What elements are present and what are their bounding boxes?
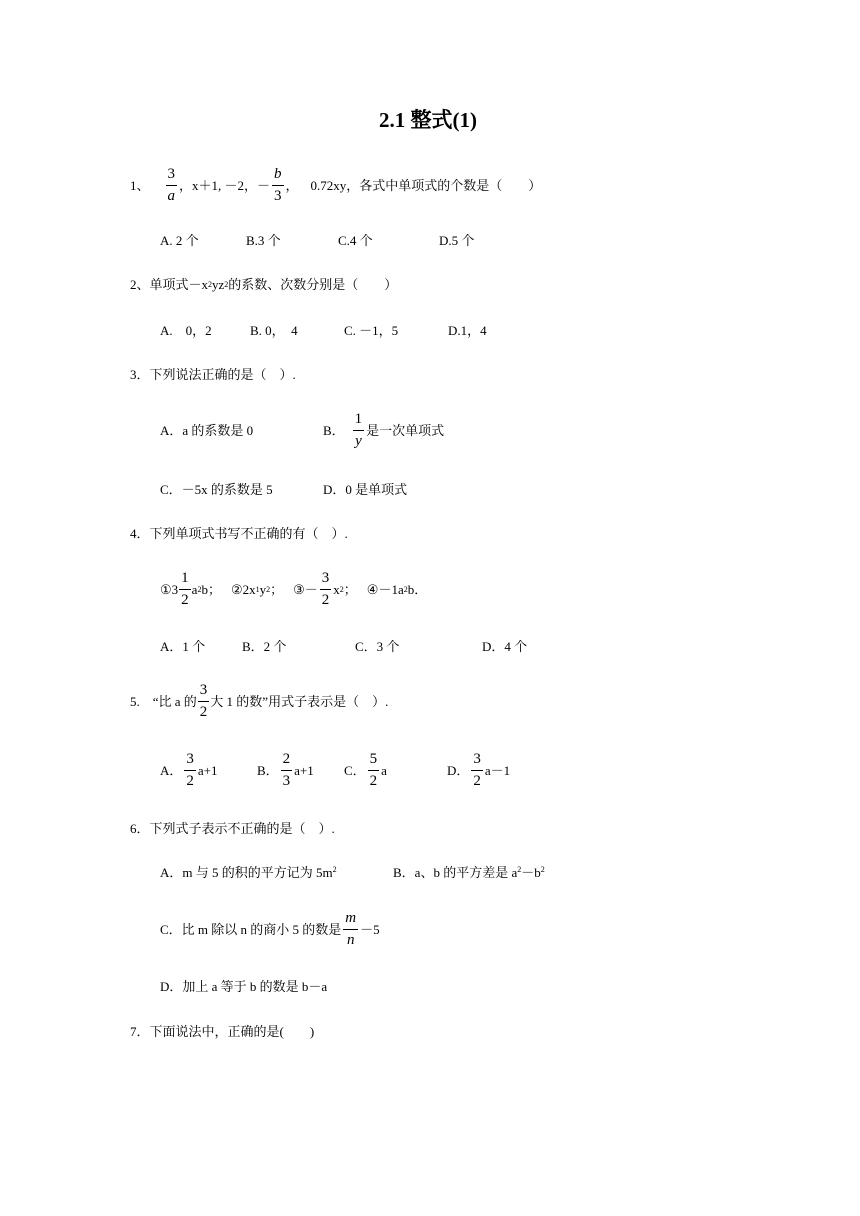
q4-option-d[interactable]: D．4 个 xyxy=(482,639,528,654)
question-5 xyxy=(130,683,388,720)
q1-option-a[interactable]: A. 2 个 xyxy=(160,233,199,248)
q1-option-d[interactable]: D.5 个 xyxy=(439,233,475,248)
question-3 xyxy=(130,368,296,381)
q5-option-c-fraction: $\frac{5}{2}$ xyxy=(369,751,378,789)
q5-option-d-label: D． xyxy=(447,763,470,778)
q3-option-a[interactable]: A．a 的系数是 0 xyxy=(160,423,254,438)
q6-option-c-suffix: －5 xyxy=(360,922,380,937)
q6-option-a[interactable] xyxy=(160,866,393,879)
q5-option-d[interactable] xyxy=(447,752,510,789)
q4-item-2-end: ； xyxy=(270,582,284,597)
question-2: 2、单项式－x 2 yz 2 的系数、次数分别是（ ） xyxy=(130,277,398,292)
q2-stem-start: 2、单项式－x xyxy=(130,277,209,292)
q6-option-d-text: D．加上 a 等于 b 的数是 b－a xyxy=(160,979,328,994)
q6-option-c[interactable] xyxy=(160,911,380,948)
q1-fraction-2: $\frac{b}{3}$ xyxy=(274,166,282,204)
q5-option-b-label: B． xyxy=(257,763,279,778)
q1-term: 0.72xy xyxy=(310,178,347,193)
q3-option-b-text: 是一次单项式 xyxy=(366,423,445,438)
q2-stem-end: 的系数、次数分别是（ ） xyxy=(228,277,398,292)
q2-option-b[interactable]: B. 0， 4 xyxy=(250,323,298,338)
q2-options xyxy=(160,324,487,337)
q4-item-3-fraction: $\frac{3}{2}$ xyxy=(321,570,330,608)
q6-option-b[interactable] xyxy=(393,866,545,879)
q1-options xyxy=(160,234,474,247)
q3-stem: 3．下列说法正确的是（ ）. xyxy=(130,367,296,382)
q4-item-1-var: a xyxy=(191,582,198,597)
question-6 xyxy=(130,822,335,835)
q2-option-d[interactable]: D.1，4 xyxy=(448,323,487,338)
q5-option-d-text: a－1 xyxy=(484,763,511,778)
q5-option-b-text: a+1 xyxy=(294,763,314,778)
q4-item-3-var: x xyxy=(333,582,340,597)
q5-option-c-text: a xyxy=(381,763,387,778)
q5-option-b-fraction: $\frac{2}{3}$ xyxy=(282,751,291,789)
q2-option-c[interactable]: C. －1，5 xyxy=(344,323,399,338)
q3-option-c[interactable]: C．－5x 的系数是 5 xyxy=(160,482,273,497)
q7-stem: 7．下面说法中，正确的是( ) xyxy=(130,1024,315,1039)
q4-options xyxy=(160,640,527,653)
q5-option-b[interactable] xyxy=(257,752,344,789)
q3-option-b[interactable] xyxy=(323,412,444,449)
q5-option-a-fraction: $\frac{3}{2}$ xyxy=(186,751,194,789)
q4-option-b[interactable]: B．2 个 xyxy=(242,639,287,654)
q4-item-1-end: b； xyxy=(201,582,221,597)
q4-item-1: ①3 xyxy=(160,582,179,597)
q6-stem: 6．下列式子表示不正确的是（ ）. xyxy=(130,821,335,836)
q2-stem-mid: yz xyxy=(212,277,225,292)
page-title: 2.1 整式(1) xyxy=(379,108,477,132)
q6-fraction: $\frac{m}{n}$ xyxy=(345,910,357,948)
q6-option-a-text: A．m 与 5 的积的平方记为 5m xyxy=(160,865,333,880)
q1-fraction-1: $\frac{3}{a}$ xyxy=(167,166,176,204)
q4-stem: 4．下列单项式书写不正确的有（ ）. xyxy=(130,526,348,541)
q1-option-c[interactable]: C.4 个 xyxy=(338,233,373,248)
q5-stem-end: 大 1 的数”用式子表示是（ ）. xyxy=(210,694,389,709)
q5-option-c-label: C． xyxy=(344,763,366,778)
q6-options-ab xyxy=(160,866,545,879)
q5-option-c[interactable] xyxy=(344,752,447,789)
q5-option-a[interactable] xyxy=(160,752,257,789)
q3-option-d[interactable]: D．0 是单项式 xyxy=(323,482,408,497)
question-1 xyxy=(130,167,541,204)
question-4 xyxy=(130,527,348,540)
q2-option-a[interactable]: A. 0，2 xyxy=(160,323,212,338)
q1-terms: ，x＋1, －2，－ xyxy=(179,178,271,193)
q4-item-2-var: y xyxy=(259,582,267,597)
q4-item-3: ③－ xyxy=(293,582,318,597)
q4-item-3-end: ； xyxy=(343,582,357,597)
q3-options-cd xyxy=(160,483,407,496)
q3-option-b-label: B． xyxy=(323,423,345,438)
q1-comma: ， xyxy=(285,178,299,193)
q5-option-d-fraction: $\frac{3}{2}$ xyxy=(473,751,481,789)
q4-option-c[interactable]: C．3 个 xyxy=(355,639,400,654)
q1-number: 1、 xyxy=(130,178,150,193)
q4-item-1-fraction: $\frac{1}{2}$ xyxy=(181,570,189,608)
q1-stem: ，各式中单项式的个数是（ ） xyxy=(346,178,542,193)
q3-options-ab xyxy=(160,412,444,449)
q6-exponent: 2 xyxy=(517,865,522,874)
q5-options xyxy=(160,752,510,789)
q4-items: ①3 $\frac{1}{2}$ a 2 b； ②2x 1 y 2 ； ③－ $\frac{3}{2}$ x 2 ； ④－1a 2 b． xyxy=(160,570,428,608)
q5-fraction: $\frac{3}{2}$ xyxy=(199,682,208,720)
q4-item-2: ②2x xyxy=(230,582,256,597)
q6-option-d[interactable] xyxy=(160,980,327,993)
q4-item-4: ④－1a xyxy=(366,582,404,597)
q5-option-a-text: a+1 xyxy=(197,763,218,778)
q6-exponent: 2 xyxy=(540,865,545,874)
q6-exponent: 2 xyxy=(332,865,337,874)
q4-item-4-end: b． xyxy=(407,582,428,597)
question-7 xyxy=(130,1025,314,1038)
q5-option-a-label: A． xyxy=(160,763,183,778)
q4-option-a[interactable]: A．1 个 xyxy=(160,639,206,654)
q6-option-b-mid: －b xyxy=(521,865,541,880)
q6-option-b-text: B．a、b 的平方差是 a xyxy=(393,865,518,880)
q5-stem-start: 5. “比 a 的 xyxy=(130,694,197,709)
q3-fraction: $\frac{1}{y}$ xyxy=(354,411,363,449)
q6-option-c-text: C．比 m 除以 n 的商小 5 的数是 xyxy=(160,922,342,937)
q1-option-b[interactable]: B.3 个 xyxy=(246,233,281,248)
